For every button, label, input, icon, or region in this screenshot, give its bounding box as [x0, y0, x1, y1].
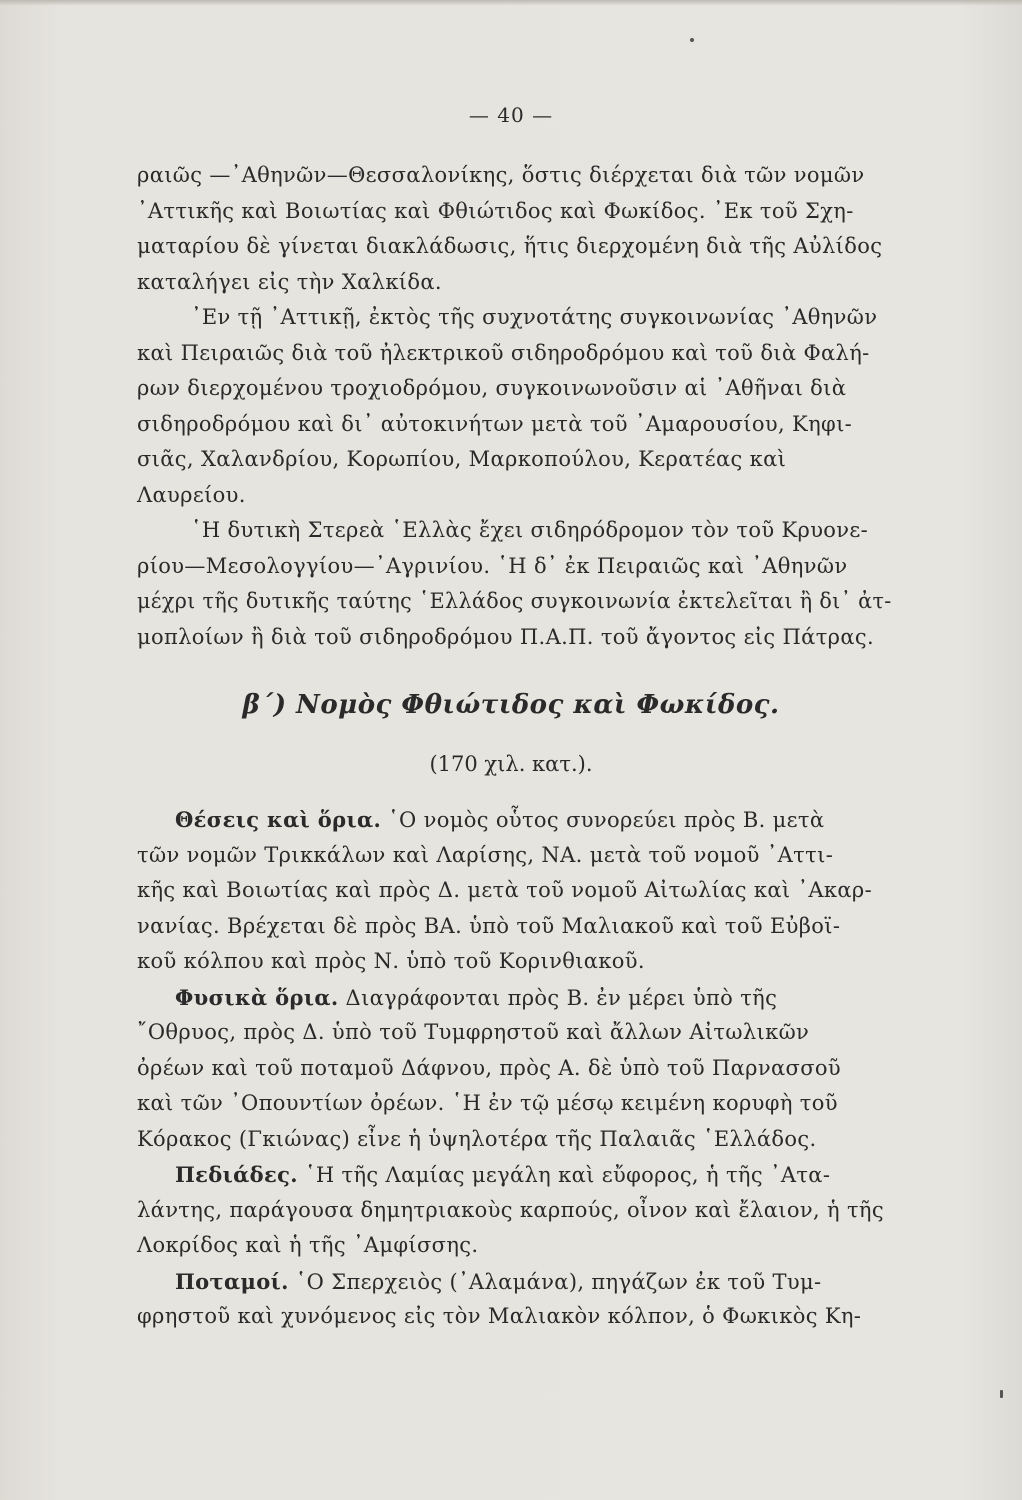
text-line: νανίας. Βρέχεται δὲ πρὸς ΒΑ. ὑπὸ τοῦ Μαλιακοῦ καὶ τοῦ Εὐβοϊ- [137, 913, 841, 938]
line-text: Διαγράφονται πρὸς Β. ἐν μέρει ὑπὸ τῆς [338, 985, 778, 1010]
text-line: Λοκρίδος καὶ ἡ τῆς ᾽Αμφίσσης. [137, 1233, 479, 1257]
section-geography-paragraphs [137, 802, 892, 1335]
page-top-edge [0, 0, 1022, 6]
text-line: ῎Οθρυος, πρὸς Δ. ὑπὸ τοῦ Τυμφρηστοῦ καὶ ἄλλων Αἰτωλικῶν [137, 1020, 810, 1044]
text-line: κοῦ κόλπου καὶ πρὸς Ν. ὑπὸ τοῦ Κορινθιακοῦ. [137, 949, 645, 973]
text-line: Κόρακος (Γκιώνας) εἶνε ἡ ὑψηλοτέρα τῆς Παλαιᾶς ῾Ελλάδος. [137, 1126, 817, 1151]
label-pediades: Πεδιάδες. [175, 1162, 298, 1187]
section-transport-paragraphs [137, 158, 892, 655]
text-line: φρηστοῦ καὶ χυνόμενος εἰς τὸν Μαλιακὸν κόλπον, ὁ Φωκικὸς Κη- [137, 1304, 862, 1328]
text-line: σιδηροδρόμου καὶ δι᾽ αὐτοκινήτων μετὰ τοῦ ᾽Αμαρουσίου, Κηφι- [137, 411, 853, 436]
line-text: ῾Ο Σπερχειὸς (᾽Αλαμάνα), πηγάζων ἐκ τοῦ Τυμ- [288, 1269, 822, 1294]
text-line: λάντης, παράγουσα δημητριακοὺς καρπούς, οἶνον καὶ ἔλαιον, ἡ τῆς [137, 1197, 884, 1222]
page-number: — 40 — [468, 103, 554, 127]
text-line: καὶ τῶν ᾽Οπουντίων ὀρέων. ῾Η ἐν τῷ μέσῳ κειμένη κορυφὴ τοῦ [137, 1091, 838, 1115]
paper-speck [690, 38, 694, 42]
text-line: σιᾶς, Χαλανδρίου, Κορωπίου, Μαρκοπούλου, Κερατέας καὶ [137, 447, 787, 471]
text-line: κῆς καὶ Βοιωτίας καὶ πρὸς Δ. μετὰ τοῦ νομοῦ Αἰτωλίας καὶ ᾽Ακαρ- [137, 878, 873, 902]
text-line [137, 980, 892, 1016]
text-line [137, 1264, 892, 1300]
line-text: ῾Η τῆς Λαμίας μεγάλη καὶ εὔφορος, ἡ τῆς ᾽Ατα- [297, 1163, 831, 1187]
text-line: ᾽Αττικῆς καὶ Βοιωτίας καὶ Φθιώτιδος καὶ Φωκίδος. ᾽Εκ τοῦ Σχη- [137, 198, 854, 223]
text-line: καὶ Πειραιῶς διὰ τοῦ ἠλεκτρικοῦ σιδηροδρόμου καὶ τοῦ διὰ Φαλή- [137, 340, 870, 365]
label-fysika: Φυσικὰ ὅρια. [175, 984, 339, 1010]
text-line: ρων διερχομένου τροχιοδρόμου, συγκοινωνοῦσιν αἱ ᾽Αθῆναι διὰ [137, 376, 847, 400]
text-line: ραιῶς —᾽Αθηνῶν—Θεσσαλονίκης, ὅστις διέρχεται διὰ τῶν νομῶν [137, 163, 865, 187]
area-note: (170 χιλ. κατ.). [429, 752, 593, 776]
text-line: ὀρέων καὶ τοῦ ποταμοῦ Δάφνου, πρὸς Α. δὲ ὑπὸ τοῦ Παρνασσοῦ [137, 1055, 841, 1080]
text-line: μοπλοίων ἢ διὰ τοῦ σιδηροδρόμου Π.Α.Π. τοῦ ἄγοντος εἰς Πάτρας. [137, 624, 875, 649]
text-line: ῾Η δυτικὴ Στερεὰ ῾Ελλὰς ἔχει σιδηρόδρομον τὸν τοῦ Κρυονε- [191, 518, 869, 542]
text-line: καταλήγει εἰς τὴν Χαλκίδα. [137, 269, 442, 294]
paper-speck [1000, 1390, 1003, 1398]
section-heading: β΄) Νομὸς Φθιώτιδος καὶ Φωκίδος. [242, 690, 780, 720]
label-potamoi: Ποταμοί. [175, 1268, 289, 1294]
text-line: Λαυρείου. [137, 482, 246, 507]
text-line: τῶν νομῶν Τρικκάλων καὶ Λαρίσης, ΝΑ. μετὰ τοῦ νομοῦ ᾽Αττι- [137, 842, 834, 867]
text-line: ᾽Εν τῇ ᾽Αττικῇ, ἐκτὸς τῆς συχνοτάτης συγκοινωνίας ᾽Αθηνῶν [191, 305, 878, 329]
text-line [137, 1157, 892, 1193]
text-line [137, 802, 892, 838]
text-line: ρίου—Μεσολογγίου—᾽Αγρινίου. ῾Η δ᾽ ἐκ Πειραιῶς καὶ ᾽Αθηνῶν [137, 553, 848, 578]
text-line: ματαρίου δὲ γίνεται διακλάδωσις, ἥτις διερχομένη διὰ τῆς Αὐλίδος [137, 234, 883, 258]
text-line: μέχρι τῆς δυτικῆς ταύτης ῾Ελλάδος συγκοινωνία ἐκτελεῖται ἢ δι᾽ ἀτ- [137, 589, 892, 613]
line-text: ῾Ο νομὸς οὗτος συνορεύει πρὸς Β. μετὰ [381, 808, 825, 832]
label-theseis: Θέσεις καὶ ὅρια. [175, 807, 382, 832]
